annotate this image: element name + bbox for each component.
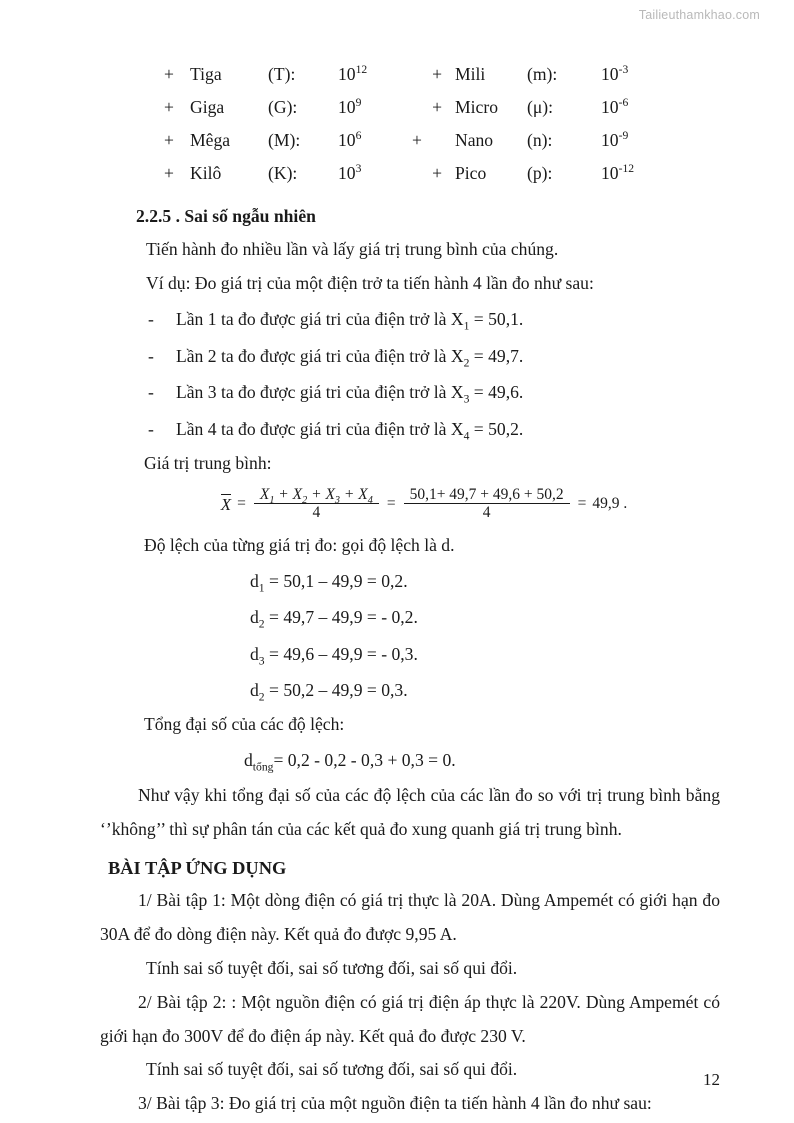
equals-sign: = [237, 495, 246, 513]
deviation-equations [100, 563, 720, 709]
prefix-name: Giga [190, 96, 225, 117]
fraction-denominator: 4 [404, 503, 570, 521]
prefix-symbol: (M): [268, 129, 301, 150]
prefix-exponent: -9 [618, 128, 629, 142]
term: X [325, 485, 335, 503]
term: X [259, 485, 270, 503]
section-intro-paragraph: Tiến hành đo nhiều lần và lấy giá trị trung bình của chúng. [146, 239, 559, 260]
prefix-bullet: + [164, 96, 174, 117]
prefix-base: 10 [338, 129, 356, 150]
measurement-subscript: 3 [463, 392, 470, 406]
deviation-subscript: 1 [258, 581, 265, 595]
deviation-expression: = 50,2 – 49,9 = 0,3. [264, 680, 408, 701]
prefix-bullet: + [412, 129, 422, 150]
dash-marker: - [148, 309, 154, 330]
dash-marker: - [148, 418, 154, 439]
exercise-2-body: 2/ Bài tập 2: : Một nguồn điện có giá trị điện áp thực là 220V. Dùng Ampemét có giới hạn đo 300V để đo điện áp này. Kết quả đo được 230 V. [100, 991, 720, 1046]
prefix-symbol: (G): [268, 96, 298, 117]
sum-expression: = 0,2 - 0,2 - 0,3 + 0,3 = 0. [273, 750, 456, 771]
deviation-subscript: 2 [258, 690, 265, 704]
prefix-name: Nano [455, 129, 494, 150]
prefix-value [338, 58, 412, 91]
measurement-subscript: 4 [463, 429, 470, 443]
prefix-base: 10 [601, 63, 619, 84]
table-row [100, 91, 720, 124]
fraction-numerator: 50,1+ 49,7 + 49,6 + 50,2 [409, 485, 564, 503]
equals-sign: = [386, 495, 396, 513]
prefix-symbol: (m): [527, 63, 558, 84]
section-heading: 2.2.5 . Sai số ngẫu nhiên [136, 206, 316, 226]
prefix-value [589, 91, 720, 124]
dash-marker: - [148, 345, 154, 366]
prefix-exponent: -12 [618, 161, 635, 175]
prefix-symbol: (n): [527, 129, 553, 150]
prefix-symbol: (p): [527, 162, 553, 183]
prefix-bullet: + [432, 63, 442, 84]
measurement-subscript: 2 [463, 356, 470, 370]
measurement-subscript: 1 [463, 319, 470, 333]
measurement-value: = 50,1. [469, 309, 524, 330]
deviation-subscript: 3 [258, 654, 265, 668]
prefix-base: 10 [601, 129, 619, 150]
prefix-value [589, 157, 720, 190]
exercise-1-task: Tính sai số tuyệt đối, sai số tương đối, sai số qui đổi. [146, 957, 518, 978]
exercise-1-body: 1/ Bài tập 1: Một dòng điện có giá trị thực là 20A. Dùng Ampemét có giới hạn đo 30A để đo dòng điện này. Kết quả đo được 9,95 A. [100, 889, 720, 944]
sum-subscript: tổng [252, 760, 274, 774]
measurement-text: Lần 3 ta đo được giá tri của điện trở là X [176, 382, 464, 403]
deviation-equation [100, 636, 720, 672]
prefix-exponent: -3 [618, 62, 629, 76]
list-item [100, 338, 720, 374]
measurement-list [100, 301, 720, 447]
prefix-base: 10 [601, 96, 619, 117]
prefix-bullet: + [432, 96, 442, 117]
deviation-expression: = 50,1 – 49,9 = 0,2. [264, 570, 408, 591]
deviation-variable: d [250, 570, 259, 591]
table-row [100, 157, 720, 190]
measurement-value: = 49,7. [469, 345, 524, 366]
measurement-text: Lần 1 ta đo được giá tri của điện trở là X [176, 309, 464, 330]
prefix-base: 10 [601, 162, 619, 183]
prefix-symbol: (μ): [527, 96, 554, 117]
term-subscript: 4 [367, 495, 373, 506]
table-row [100, 58, 720, 91]
conclusion-paragraph: Như vậy khi tổng đại số của các độ lệch của các lần đo so với trị trung bình bằng ‘’không’’ thì sự phân tán của các kết quả đo xung quanh giá trị trung bình. [100, 785, 720, 840]
prefix-name: Micro [455, 96, 498, 117]
deviation-equation [100, 563, 720, 599]
prefix-value [338, 157, 412, 190]
term-subscript: 3 [334, 495, 341, 506]
prefix-value [589, 124, 720, 157]
prefix-value [338, 124, 412, 157]
page-content [100, 58, 720, 1121]
deviation-variable: d [250, 643, 259, 664]
list-item [100, 374, 720, 410]
deviation-label: Độ lệch của từng giá trị đo: gọi độ lệch là d. [144, 534, 455, 555]
fraction-denominator: 4 [254, 503, 379, 521]
sum-equation [100, 742, 720, 779]
mean-label: Giá trị trung bình: [144, 452, 272, 473]
prefix-name: Mili [455, 63, 486, 84]
prefix-symbol: (T): [268, 63, 296, 84]
deviation-variable: d [250, 680, 259, 701]
symbolic-fraction [254, 487, 379, 521]
deviation-expression: = 49,7 – 49,9 = - 0,2. [264, 607, 418, 628]
prefix-base: 10 [338, 63, 356, 84]
mean-result: 49,9 . [592, 495, 628, 513]
deviation-equation [100, 672, 720, 708]
term-subscript: 1 [269, 495, 275, 506]
prefix-value [589, 58, 720, 91]
watermark: Tailieuthamkhao.com [638, 8, 760, 22]
term: X [292, 485, 303, 503]
list-item [100, 411, 720, 447]
term-subscript: 2 [302, 495, 308, 506]
prefix-bullet: + [432, 162, 442, 183]
example-intro-paragraph: Ví dụ: Đo giá trị của một điện trở ta tiến hành 4 lần đo như sau: [146, 273, 594, 294]
prefix-value [338, 91, 412, 124]
fraction-numerator: $X_1 + X_2 + X_3 + X_4$ [259, 485, 373, 506]
measurement-text: Lần 4 ta đo được giá tri của điện trở là X [176, 418, 464, 439]
prefix-bullet: + [164, 162, 174, 183]
prefix-name: Tiga [190, 63, 222, 84]
table-row [100, 124, 720, 157]
prefix-exponent: -6 [618, 95, 629, 109]
term: X [358, 485, 368, 503]
dash-marker: - [148, 382, 154, 403]
sum-label: Tổng đại số của các độ lệch: [144, 714, 345, 735]
measurement-value: = 50,2. [469, 418, 524, 439]
prefix-exponent: 12 [355, 62, 368, 76]
equals-sign: = [577, 495, 587, 513]
prefix-name: Kilô [190, 162, 222, 183]
exercise-3-body: 3/ Bài tập 3: Đo giá trị của một nguồn điện ta tiến hành 4 lần đo như sau: [138, 1093, 652, 1114]
prefix-name: Mêga [190, 129, 231, 150]
prefix-exponent: 3 [355, 161, 362, 175]
exercise-2-task: Tính sai số tuyệt đối, sai số tương đối, sai số qui đổi. [146, 1059, 518, 1080]
list-item [100, 301, 720, 337]
prefix-bullet: + [164, 63, 174, 84]
deviation-expression: = 49,6 – 49,9 = - 0,3. [264, 643, 418, 664]
prefix-exponent: 6 [355, 128, 362, 142]
page-number: 12 [703, 1070, 720, 1089]
mean-variable: X [220, 494, 232, 514]
sum-variable: d [244, 750, 253, 771]
deviation-equation [100, 599, 720, 635]
deviation-subscript: 2 [258, 617, 265, 631]
numeric-fraction [404, 487, 570, 521]
deviation-variable: d [250, 607, 259, 628]
prefix-base: 10 [338, 162, 356, 183]
unit-prefix-table [100, 58, 720, 190]
prefix-bullet: + [164, 129, 174, 150]
measurement-value: = 49,6. [469, 382, 524, 403]
mean-formula [100, 487, 720, 521]
exercises-heading: BÀI TẬP ỨNG DỤNG [108, 858, 287, 879]
measurement-text: Lần 2 ta đo được giá tri của điện trở là X [176, 345, 464, 366]
prefix-base: 10 [338, 96, 356, 117]
prefix-name: Pico [455, 162, 487, 183]
prefix-symbol: (K): [268, 162, 298, 183]
prefix-exponent: 9 [355, 95, 362, 109]
